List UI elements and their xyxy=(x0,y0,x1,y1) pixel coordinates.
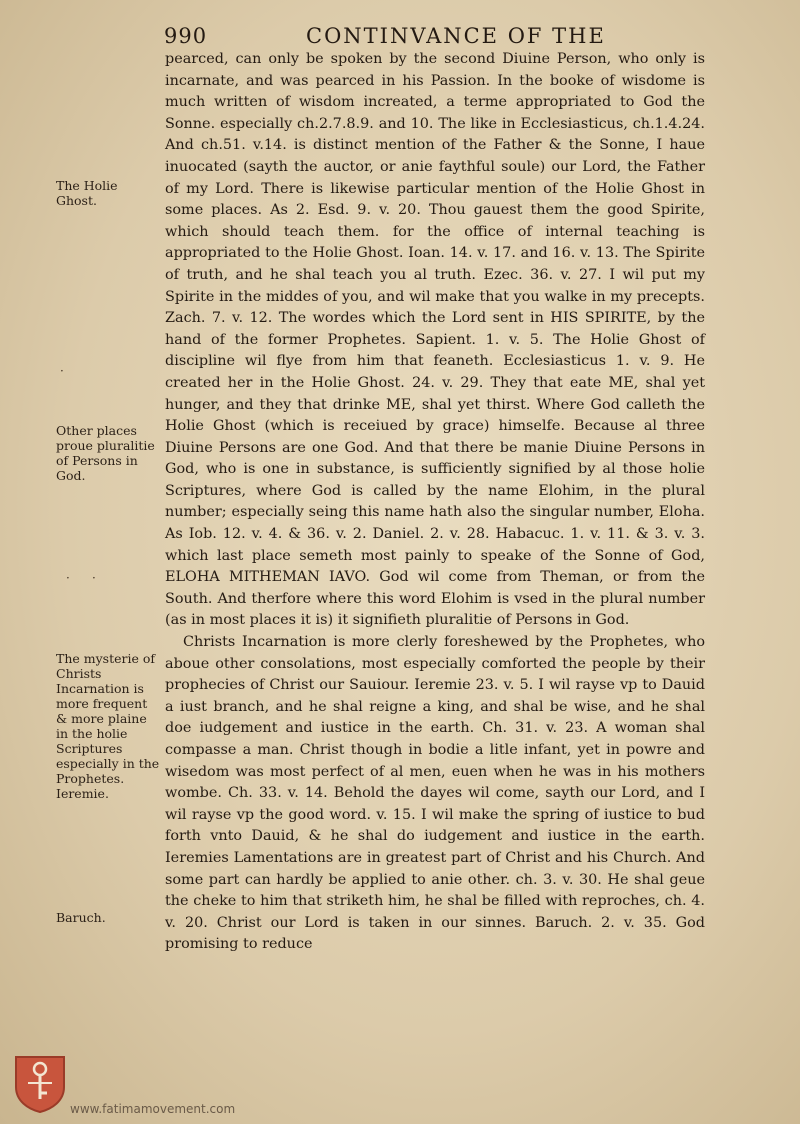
margin-note-baruch: Baruch. xyxy=(56,910,106,925)
body-paragraph: pearced, can only be spoken by the second Diuine Person, who only is incarnate, and was pearced in his Passion. In the booke of wisdome is much written of wisdom increated, a terme appropriated to God the Sonne. especially ch.2.7.8.9. and 10. The like in Ecclesiasticus, ch.1.4.24. And ch.51. v.14. is distinct mention of the Father & the Sonne, I haue inuocated (sayth the auctor, or anie faythful soule) our Lord, the Father of my Lord. There is likewise particular mention of the Holie Ghost in some places. As 2. Esd. 9. v. 20. Thou gauest them the good Spirite, which should teach them. for the office of internal teaching is appropriated to the Holie Ghost. Ioan. 14. v. 17. and 16. v. 13. The Spirite of truth, and he shal teach you al truth. Ezec. 36. v. 27. I wil put my Spirite in the middes of you, and wil make that you walke in my precepts. Zach. 7. v. 12. The wordes which the Lord sent in HIS SPIRITE, by the hand of the former Prophetes. Sapient. 1. v. 5. The Holie Ghost of discipline wil flye from him that feaneth. Ecclesiasticus 1. v. 9. He created her in the Holie Ghost. 24. v. 29. They that eate ME, shal yet hunger, and they that drinke ME, shal yet thirst. Where God calleth the Holie Ghost (which is receiued by grace) himselfe. Because al three Diuine Persons are one God. And that there be manie Diuine Persons in God, who is one in substance, is sufficiently signified by al those holie Scriptures, where God is called by the name Elohim, in the plural number; especially seing this name hath also the singular number, Eloha. As Iob. 12. v. 4. & 36. v. 2. Daniel. 2. v. 28. Habacuc. 1. v. 11. & 3. v. 3. which last place semeth most painly to speake of the Sonne of God, ELOHA MITHEMAN IAVO. God wil come from Theman, or from the South. And therfore where this word Elohim is vsed in the plural number (as in most places it is) it signifieth pluralitie of Persons in God. xyxy=(165,51,705,629)
main-text xyxy=(165,49,705,956)
papal-keys-shield-icon xyxy=(12,1053,68,1113)
margin-mark: · xyxy=(66,571,70,585)
margin-note-holie-ghost: The Holie Ghost. xyxy=(56,178,118,208)
running-title: CONTINVANCE OF THE xyxy=(306,24,606,48)
margin-note-plurality: Other places proue pluralitie of Persons in God. xyxy=(56,423,155,483)
page-header xyxy=(160,22,720,52)
body-paragraph: Christs Incarnation is more clerly foreshewed by the Prophetes, who aboue other consolations, most especially comforted the people by their prophecies of Christ our Sauiour. Ieremie 23. v. 5. I wil rayse vp to Dauid a iust branch, and he shal reigne a king, and shal be wise, and he shal doe iudgement and iustice in the earth. Ch. 31. v. 23. A woman shal compasse a man. Christ though in bodie a litle infant, yet in powre and wisedom was most perfect of al men, euen when he was in his mothers wombe. Ch. 33. v. 14. Behold the dayes wil come, sayth our Lord, and I wil rayse vp the good word. v. 15. I wil make the spring of iustice to bud forth vnto Dauid, & he shal do iudgement and iustice in the earth. Ieremies Lamentations are in greatest part of Christ and his Church. And some part can hardly be applied to anie other. ch. 3. v. 30. He shal geue the cheke to him that striketh him, he shal be filled with reproches, ch. 4. v. 20. Christ our Lord is taken in our sinnes. Baruch. 2. v. 35. God promising to reduce xyxy=(165,634,705,953)
margin-note-incarnation: The mysterie of Christs Incarnation is more frequent & more plaine in the holie Scriptures especially in the Prophetes. Ieremie. xyxy=(56,651,160,801)
website-watermark: www.fatimamovement.com xyxy=(70,1102,236,1116)
margin-mark: · xyxy=(92,571,96,585)
margin-mark: · xyxy=(60,364,64,378)
page-number: 990 xyxy=(164,24,208,48)
